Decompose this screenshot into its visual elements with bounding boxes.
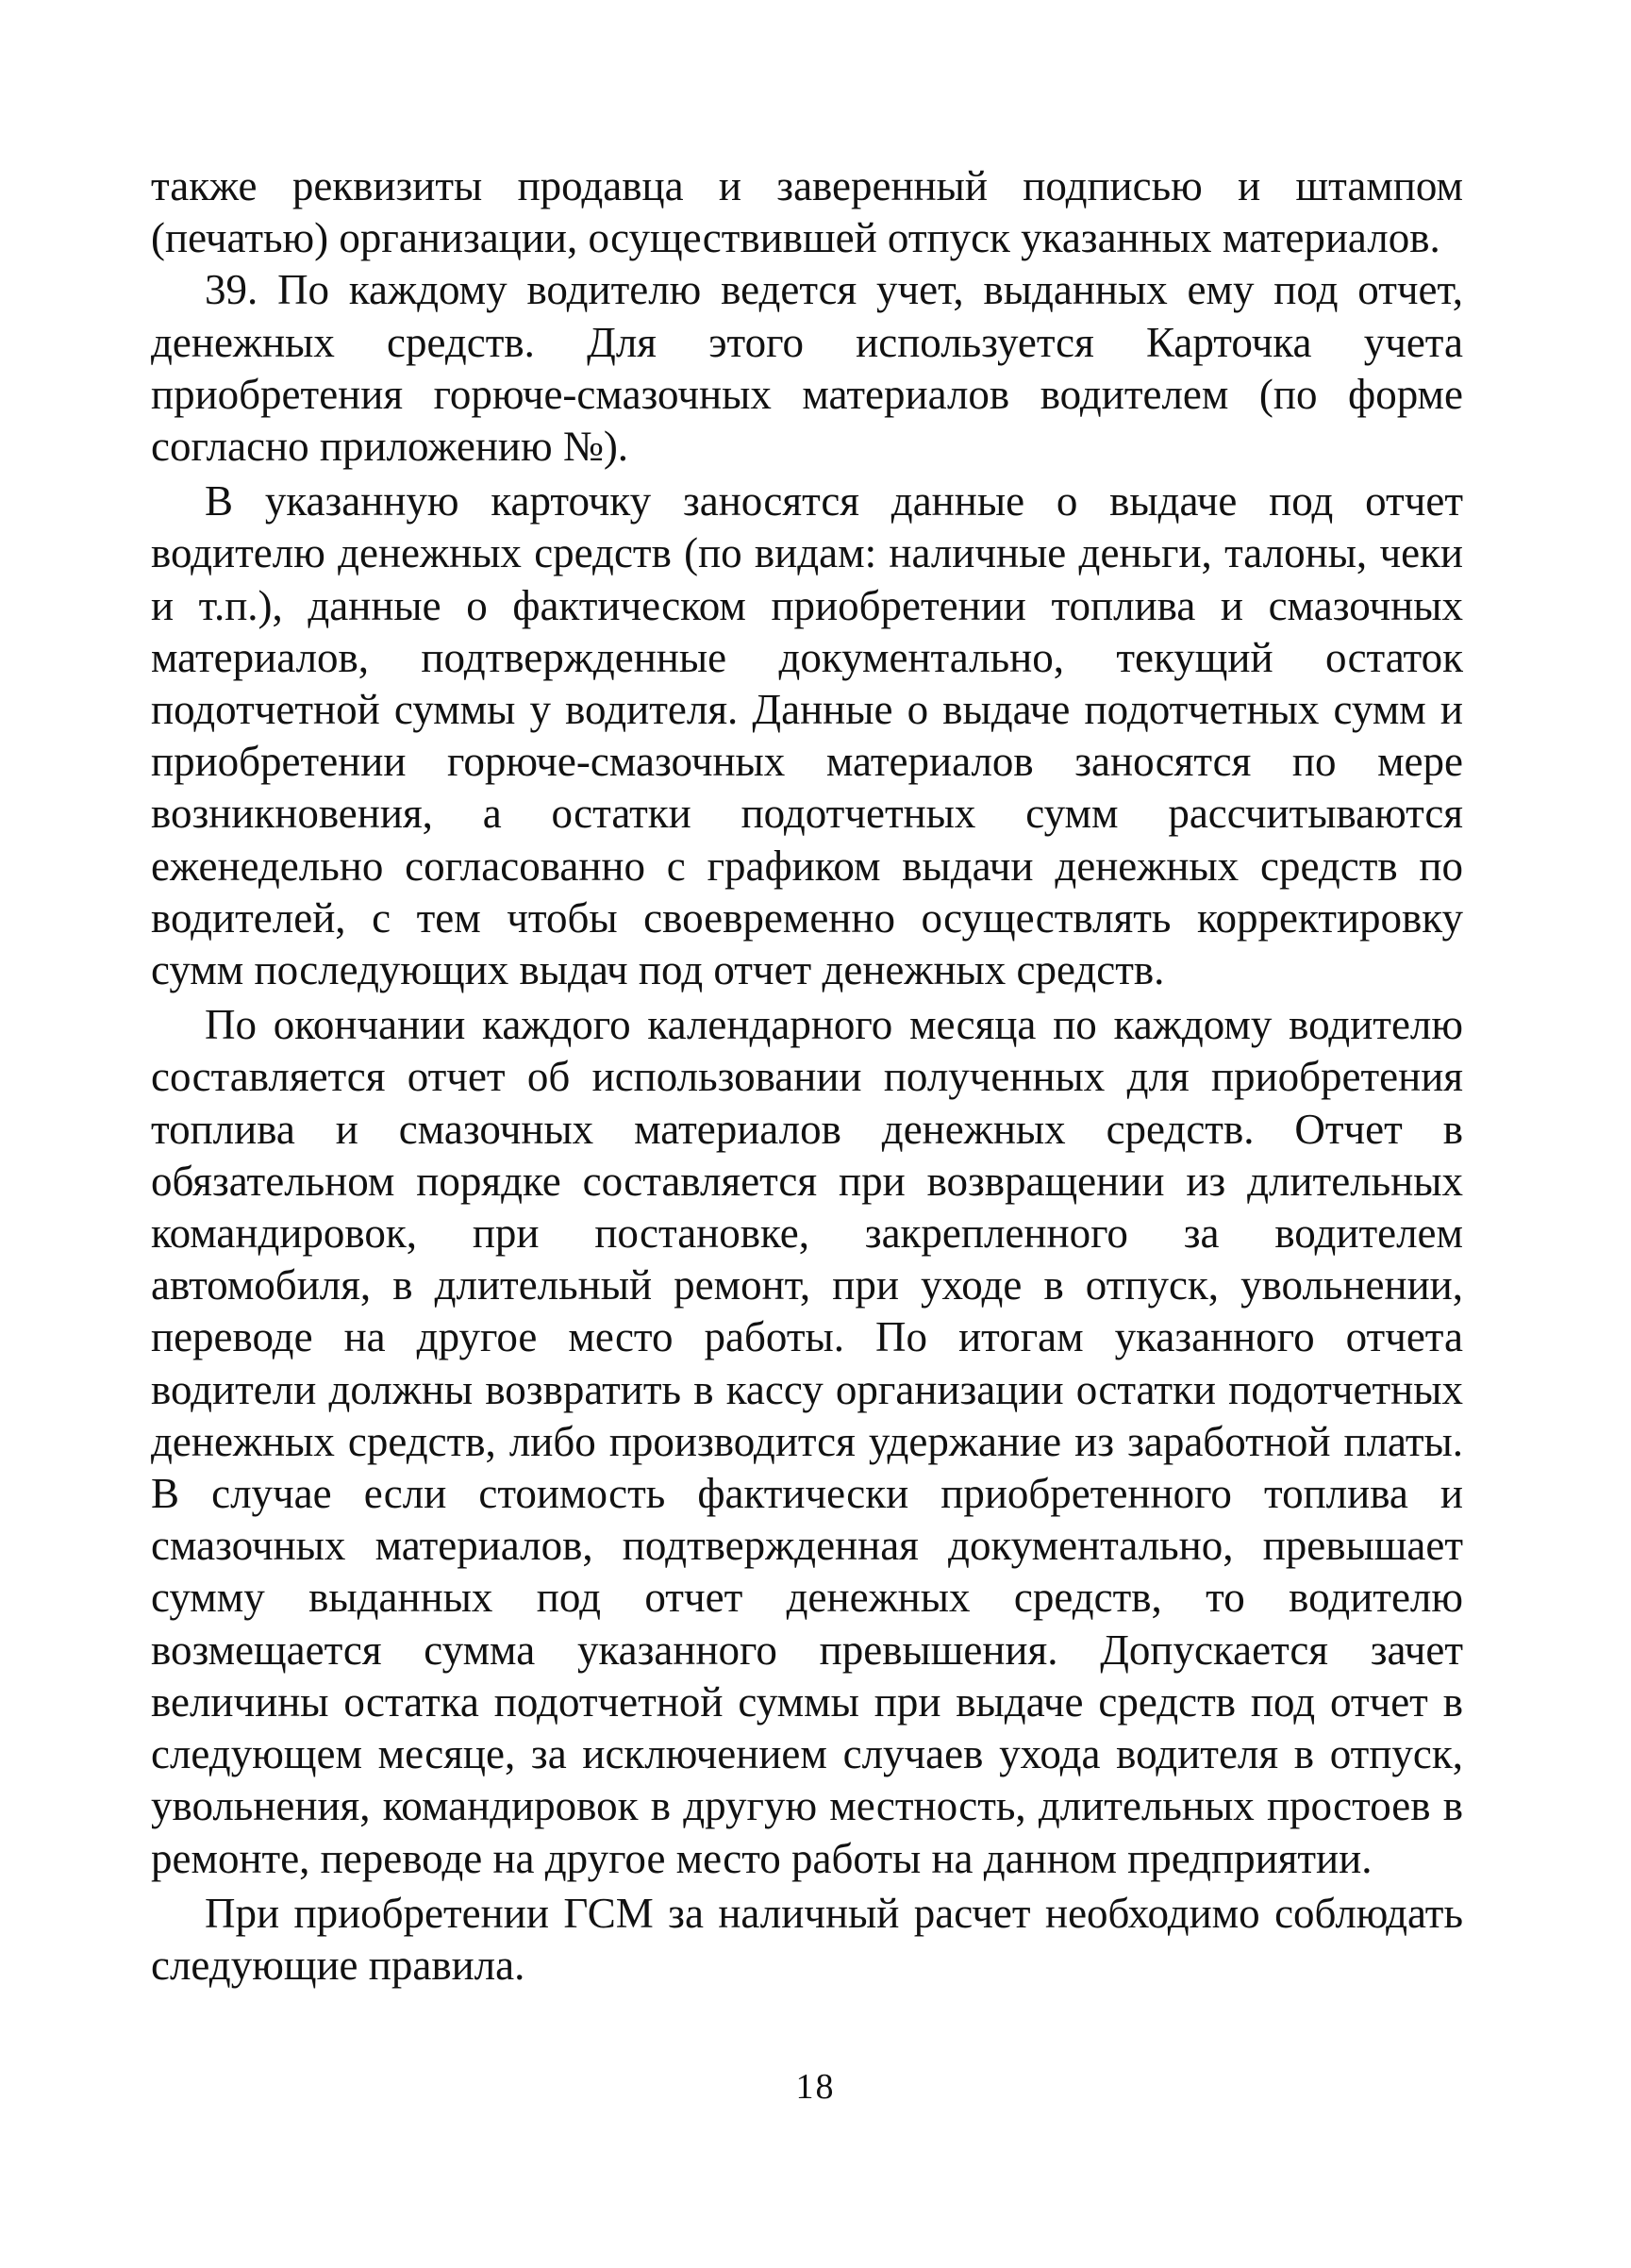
paragraph-cash-rules: При приобретении ГСМ за наличный расчет необходимо соблюдать следующие правила. [151, 1889, 1463, 1989]
page-number: 18 [795, 2067, 836, 2107]
paragraph-card-entries: В указанную карточку заносятся данные о выдаче под отчет водителю денежных средств (по видам: наличные деньги, талоны, чеки и т.п.), данные о фактическом приобретении топлива и смазочных материалов, подтвержденные документально, текущий остаток подотчетной суммы у водителя. Данные о выдаче подотчетных сумм и приобретении горюче-смазочных материалов заносятся по мере возникновения, а остатки подотчетных сумм рассчитываются еженедельно согласованно с графиком выдачи денежных средств по водителей, с тем чтобы своевременно осуществлять корректировку сумм последующих выдач под отчет денежных средств. [151, 477, 1463, 994]
body-text [151, 160, 1463, 1992]
paragraph-continuation: также реквизиты продавца и заверенный подписью и штампом (печатью) организации, осуществившей отпуск указанных материалов. [151, 162, 1463, 262]
paragraph-monthly-report: По окончании каждого календарного месяца по каждому водителю составляется отчет об использовании полученных для приобретения топлива и смазочных материалов денежных средств. Отчет в обязательном порядке составляется при возвращении из длительных командировок, при постановке, закрепленного за водителем автомобиля, в длительный ремонт, при уходе в отпуск, увольнении, переводе на другое место работы. По итогам указанного отчета водители должны возвратить в кассу организации остатки подотчетных денежных средств, либо производится удержание из заработной платы. В случае если стоимость фактически приобретенного топлива и смазочных материалов, подтвержденная документально, превышает сумму выданных под отчет денежных средств, то водителю возмещается сумма указанного превышения. Допускается зачет величины остатка подотчетной суммы при выдаче средств под отчет в следующем месяце, за исключением случаев ухода водителя в отпуск, увольнения, командировок в другую местность, длительных простоев в ремонте, переводе на другое место работы на данном предприятии. [151, 1001, 1463, 1882]
paragraph-item-39: 39. По каждому водителю ведется учет, выданных ему под отчет, денежных средств. Для этого используется Карточка учета приобретения горюче-смазочных материалов водителем (по форме согласно приложению №). [151, 266, 1463, 471]
